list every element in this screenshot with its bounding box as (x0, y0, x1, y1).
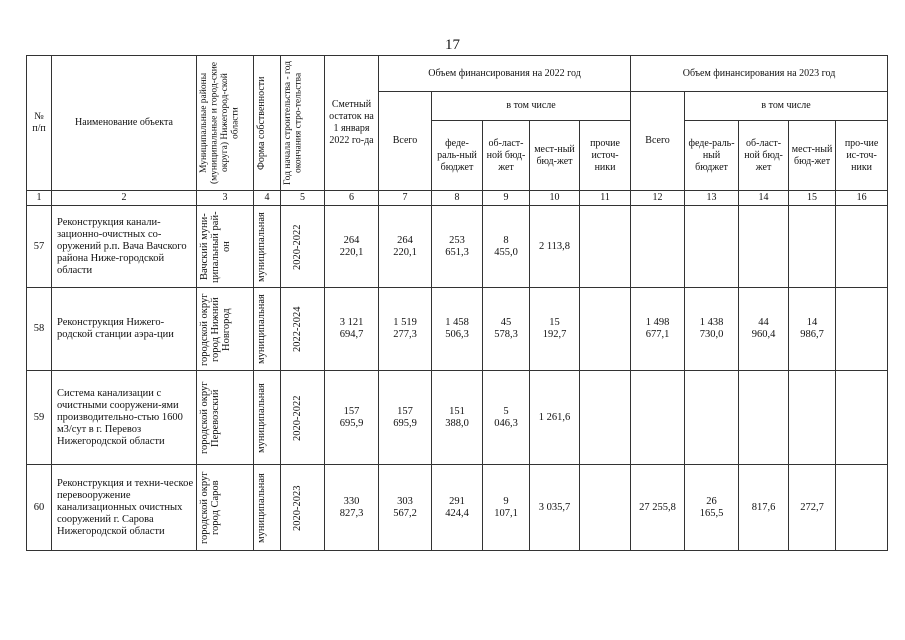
header-fin-2023: Объем финансирования на 2023 год (631, 56, 888, 92)
local-2023-cell: 272,7 (789, 465, 836, 551)
local-2022-cell: 15 192,7 (530, 288, 580, 371)
header-including-2023: в том числе (685, 92, 888, 121)
column-number: 1 (27, 191, 52, 206)
header-total-2022: Всего (379, 92, 432, 191)
other-2022-cell (580, 206, 631, 288)
header-local-2023: мест-ный бюд-жет (789, 121, 836, 191)
header-ownership: Форма собственности (254, 56, 281, 191)
estimate-cell: 264 220,1 (325, 206, 379, 288)
total-2023-cell: 27 255,8 (631, 465, 685, 551)
municipality-cell: городской округ Перевозский (197, 371, 254, 465)
ownership-cell: муниципальная (254, 465, 281, 551)
years-cell: 2020-2022 (281, 206, 325, 288)
regional-2023-cell: 44 960,4 (739, 288, 789, 371)
local-2023-cell (789, 371, 836, 465)
column-number: 2 (52, 191, 197, 206)
federal-2023-cell (685, 371, 739, 465)
regional-2023-cell (739, 371, 789, 465)
row-num: 57 (27, 206, 52, 288)
federal-2023-cell (685, 206, 739, 288)
header-estimate: Сметный остаток на 1 января 2022 го-да (325, 56, 379, 191)
federal-2022-cell: 151 388,0 (432, 371, 483, 465)
column-number: 7 (379, 191, 432, 206)
municipality-cell: городской округ город Нижний Новгород (197, 288, 254, 371)
regional-2022-cell: 45 578,3 (483, 288, 530, 371)
page-number: 17 (445, 37, 460, 53)
column-number: 3 (197, 191, 254, 206)
total-2022-cell: 303 567,2 (379, 465, 432, 551)
column-number: 8 (432, 191, 483, 206)
table-row (27, 371, 888, 465)
header-fin-2022: Объем финансирования на 2022 год (379, 56, 631, 92)
object-name: Реконструкция Нижего-родской станции аэра-ции (52, 288, 197, 371)
other-2023-cell (836, 465, 888, 551)
regional-2023-cell: 817,6 (739, 465, 789, 551)
other-2023-cell (836, 288, 888, 371)
total-2022-cell: 1 519 277,3 (379, 288, 432, 371)
column-number: 12 (631, 191, 685, 206)
years-cell: 2020-2023 (281, 465, 325, 551)
local-2022-cell: 3 035,7 (530, 465, 580, 551)
column-number: 11 (580, 191, 631, 206)
other-2022-cell (580, 465, 631, 551)
header-other-2022: прочие источ-ники (580, 121, 631, 191)
object-name: Реконструкция и техни-ческое перевооружение канализационных очистных сооружений г. Сарова Нижегородской области (52, 465, 197, 551)
other-2022-cell (580, 288, 631, 371)
column-number: 6 (325, 191, 379, 206)
local-2022-cell: 1 261,6 (530, 371, 580, 465)
table-row (27, 288, 888, 371)
header-regional-2022: об-ласт-ной бюд-жет (483, 121, 530, 191)
regional-2022-cell: 8 455,0 (483, 206, 530, 288)
total-2022-cell: 157 695,9 (379, 371, 432, 465)
table-row (27, 206, 888, 288)
years-cell: 2020-2022 (281, 371, 325, 465)
years-cell: 2022-2024 (281, 288, 325, 371)
row-num: 59 (27, 371, 52, 465)
object-name: Система канализации с очистными сооружени-ями производительно-стью 1600 м3/сут в г. Перевоз Нижегородской области (52, 371, 197, 465)
header-regional-2023: об-ласт-ной бюд-жет (739, 121, 789, 191)
header-total-2023: Всего (631, 92, 685, 191)
other-2023-cell (836, 206, 888, 288)
ownership-cell: муниципальная (254, 371, 281, 465)
total-2023-cell (631, 371, 685, 465)
ownership-cell: муниципальная (254, 288, 281, 371)
header-federal-2023: феде-раль-ный бюджет (685, 121, 739, 191)
column-number: 5 (281, 191, 325, 206)
federal-2022-cell: 291 424,4 (432, 465, 483, 551)
local-2022-cell: 2 113,8 (530, 206, 580, 288)
header-municipal: Муниципальные районы (муниципальные и город-ские округа) Нижегород-ской области (197, 56, 254, 191)
column-number: 10 (530, 191, 580, 206)
total-2022-cell: 264 220,1 (379, 206, 432, 288)
column-number: 14 (739, 191, 789, 206)
column-number-row (27, 191, 888, 206)
header-federal-2022: феде-раль-ный бюджет (432, 121, 483, 191)
ownership-cell: муниципальная (254, 206, 281, 288)
federal-2022-cell: 253 651,3 (432, 206, 483, 288)
header-including-2022: в том числе (432, 92, 631, 121)
column-number: 15 (789, 191, 836, 206)
municipality-cell: Вачский муни-ципальный рай-он (197, 206, 254, 288)
federal-2023-cell: 26 165,5 (685, 465, 739, 551)
table-row (27, 465, 888, 551)
other-2022-cell (580, 371, 631, 465)
federal-2022-cell: 1 458 506,3 (432, 288, 483, 371)
header-num: № п/п (27, 56, 52, 191)
header-name: Наименование объекта (52, 56, 197, 191)
total-2023-cell (631, 206, 685, 288)
object-name: Реконструкция канали-зационно-очистных со-оружений р.п. Вача Вачского района Ниже-городской области (52, 206, 197, 288)
regional-2023-cell (739, 206, 789, 288)
header-years: Год начала строительства - год окончания стро-тельства (281, 56, 325, 191)
estimate-cell: 157 695,9 (325, 371, 379, 465)
local-2023-cell: 14 986,7 (789, 288, 836, 371)
federal-2023-cell: 1 438 730,0 (685, 288, 739, 371)
other-2023-cell (836, 371, 888, 465)
row-num: 58 (27, 288, 52, 371)
local-2023-cell (789, 206, 836, 288)
total-2023-cell: 1 498 677,1 (631, 288, 685, 371)
financing-table (26, 55, 888, 551)
municipality-cell: городской округ город Саров (197, 465, 254, 551)
column-number: 4 (254, 191, 281, 206)
column-number: 9 (483, 191, 530, 206)
header-other-2023: про-чие ис-точ-ники (836, 121, 888, 191)
estimate-cell: 3 121 694,7 (325, 288, 379, 371)
regional-2022-cell: 9 107,1 (483, 465, 530, 551)
header-local-2022: мест-ный бюд-жет (530, 121, 580, 191)
column-number: 16 (836, 191, 888, 206)
column-number: 13 (685, 191, 739, 206)
estimate-cell: 330 827,3 (325, 465, 379, 551)
regional-2022-cell: 5 046,3 (483, 371, 530, 465)
row-num: 60 (27, 465, 52, 551)
